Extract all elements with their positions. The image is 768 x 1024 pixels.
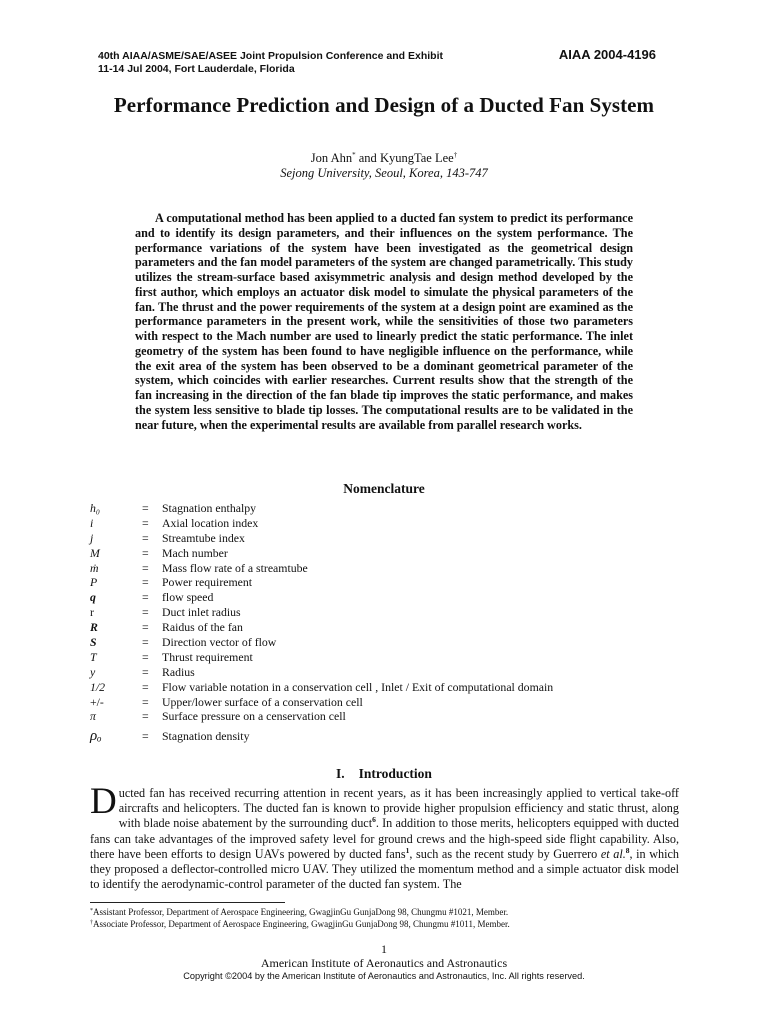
- conference-date-location: 11-14 Jul 2004, Fort Lauderdale, Florida: [98, 63, 295, 75]
- equals-sign: =: [142, 620, 149, 635]
- nomenclature-row: [90, 680, 650, 695]
- nomenclature-row: [90, 501, 650, 516]
- nomenclature-symbol: +/-: [90, 694, 104, 709]
- nomenclature-symbol: M: [90, 545, 100, 560]
- reference-mark: 8: [625, 845, 630, 855]
- affiliation: Sejong University, Seoul, Korea, 143-747: [280, 166, 488, 180]
- conference-name: 40th AIAA/ASME/SAE/ASEE Joint Propulsion Conference and Exhibit: [98, 50, 443, 62]
- equals-sign: =: [142, 590, 149, 605]
- nomenclature-row: [90, 635, 650, 650]
- footnote-mark: *: [352, 151, 356, 159]
- paper-number: AIAA 2004-4196: [558, 47, 656, 62]
- introduction-body: [90, 781, 679, 892]
- equals-sign: =: [142, 694, 149, 709]
- equals-sign: =: [142, 649, 149, 664]
- nomenclature-definition: Thrust requirement: [162, 649, 253, 664]
- nomenclature-row: [90, 590, 650, 605]
- section-number: I.: [336, 766, 345, 781]
- author-name: Jon Ahn: [310, 151, 353, 165]
- body-text: , in which they proposed a deflector-controlled micro UAV. They utilized the momentum method and a simple actuator disk model to identify the aerodynamic-control parameter of the ducted fan system. The: [90, 846, 679, 892]
- nomenclature-definition: Direction vector of flow: [162, 635, 277, 650]
- nomenclature-definition: Flow variable notation in a conservation cell , Inlet / Exit of computational domain: [162, 679, 554, 694]
- page-number: 1: [381, 942, 387, 956]
- footnote-mark: †: [90, 919, 93, 926]
- equals-sign: =: [142, 501, 149, 515]
- nomenclature-symbol: T: [90, 649, 97, 664]
- equals-sign: =: [142, 515, 149, 530]
- equals-sign: =: [142, 575, 149, 590]
- nomenclature-symbol: ρₒ: [90, 728, 102, 745]
- nomenclature-definition: Axial location index: [162, 515, 259, 530]
- nomenclature-definition: Radius: [162, 664, 195, 679]
- reference-mark: 6: [372, 815, 376, 825]
- section-heading: [0, 766, 768, 782]
- nomenclature-list: [90, 501, 650, 749]
- footnotes: [90, 907, 510, 930]
- equals-sign: =: [142, 729, 149, 744]
- body-text-italic: et al.: [600, 846, 626, 861]
- nomenclature-definition: Surface pressure on a censervation cell: [162, 709, 346, 724]
- nomenclature-symbol: j: [90, 530, 94, 545]
- nomenclature-symbol: q: [90, 590, 96, 605]
- nomenclature-definition: Mass flow rate of a streamtube: [162, 560, 308, 575]
- nomenclature-row: [90, 650, 650, 665]
- equals-sign: =: [142, 679, 149, 694]
- nomenclature-row: [90, 516, 650, 531]
- author-name: KyungTae Lee: [379, 151, 454, 165]
- nomenclature-row: [90, 546, 650, 561]
- equals-sign: =: [142, 635, 149, 650]
- conference-info: [98, 50, 443, 76]
- organization-name: American Institute of Aeronautics and Astronautics: [260, 956, 508, 970]
- nomenclature-symbol: r: [90, 605, 94, 620]
- equals-sign: =: [142, 709, 149, 724]
- author-connector: and: [355, 151, 380, 165]
- nomenclature-row: [90, 620, 650, 635]
- drop-cap: D: [90, 781, 117, 822]
- nomenclature-row: [90, 531, 650, 546]
- nomenclature-symbol: π: [90, 709, 96, 724]
- paper-title: Performance Prediction and Design of a Ducted Fan System: [113, 93, 655, 117]
- equals-sign: =: [142, 605, 149, 620]
- nomenclature-definition: Power requirement: [162, 575, 253, 590]
- nomenclature-row: [90, 724, 650, 749]
- nomenclature-symbol: R: [90, 620, 98, 635]
- equals-sign: =: [142, 664, 149, 679]
- footnote-mark: †: [453, 151, 458, 159]
- nomenclature-row: [90, 605, 650, 620]
- abstract: A computational method has been applied to a ducted fan system to predict its performance and to identify its design parameters, and their influences on the system performance. The performance variations of the system have been investigated as the geometrical design parameters and the fan model parameters of the system are changed parametrically. This study utilizes the stream-surface based axisymmetric analysis and design method developed by the first author, which employs an actuator disk model to simulate the physical parameters of the fan. The thrust and the power requirements of the system at a design point are examined as the performance parameters in the present work, while the sensitivities of those two parameters with respect to the Mach number are used to linearly predict the static performance. The inlet geometry of the system has been found to have negligible influence on the performance, while the exit area of the system has been observed to be a dominant geometrical parameter of the system, which coincides with earlier researches. Current results show that the strength of the fan increasing in the direction of the fan blade tip improves the static performance, and makes the system less sensitive to blade tip losses. The computational results are to be validated in the near future, when the experimental results are available from parallel research works.: [135, 211, 633, 432]
- nomenclature-definition: Upper/lower surface of a conservation cell: [162, 694, 363, 709]
- nomenclature-row: [90, 695, 650, 710]
- nomenclature-row: [90, 665, 650, 680]
- body-text: , such as the recent study by Guerrero: [409, 846, 601, 861]
- nomenclature-symbol: h₀: [90, 501, 100, 515]
- nomenclature-heading: Nomenclature: [343, 481, 425, 496]
- nomenclature-symbol: P: [90, 575, 98, 590]
- section-title: Introduction: [358, 766, 432, 781]
- nomenclature-definition: Stagnation enthalpy: [162, 501, 257, 515]
- body-text: ucted fan has received recurring attention in recent years, as it has been increasingly applied to vertical take-off aircrafts and helicopters. The ducted fan is known to provide higher propulsion efficiency and static thrust, along with blade noise abatement by the surrounding duct: [118, 786, 679, 831]
- footnote-text: Associate Professor, Department of Aerospace Engineering, GwagjinGu GunjaDong 98, Chungmu #1011, Member.: [93, 918, 510, 929]
- nomenclature-definition: Mach number: [162, 545, 228, 560]
- nomenclature-row: [90, 561, 650, 576]
- author-line: [0, 151, 768, 166]
- footnote-mark: *: [90, 908, 93, 914]
- nomenclature-symbol: i: [90, 515, 94, 530]
- nomenclature-symbol: S: [90, 635, 97, 650]
- nomenclature-definition: Duct inlet radius: [162, 605, 241, 620]
- nomenclature-definition: Stagnation density: [162, 729, 250, 744]
- nomenclature-definition: Streamtube index: [162, 530, 245, 545]
- nomenclature-row: [90, 709, 650, 724]
- footnote-divider: [90, 902, 285, 903]
- body-text: . In addition to those merits, helicopters equipped with ducted fans can take advantages of the improved safety level for ground crews and the high-speed side flight capability. Also, there have been efforts to design UAVs powered by ducted fans: [90, 816, 679, 861]
- nomenclature-symbol: y: [90, 664, 96, 679]
- equals-sign: =: [142, 545, 149, 560]
- equals-sign: =: [142, 530, 149, 545]
- equals-sign: =: [142, 560, 149, 575]
- nomenclature-definition: flow speed: [162, 590, 214, 605]
- footnote: [90, 919, 510, 931]
- nomenclature-definition: Raidus of the fan: [162, 620, 243, 635]
- nomenclature-symbol: ṁ: [90, 560, 99, 575]
- copyright-notice: Copyright ©2004 by the American Institute of Aeronautics and Astronautics, Inc. All rights reserved.: [183, 971, 585, 981]
- reference-mark: 1: [405, 845, 410, 855]
- nomenclature-symbol: 1/2: [90, 679, 106, 694]
- footnote: [90, 907, 510, 919]
- footnote-text: Assistant Professor, Department of Aerospace Engineering, GwagjinGu GunjaDong 98, Chungmu #1021, Member.: [93, 907, 509, 917]
- nomenclature-row: [90, 575, 650, 590]
